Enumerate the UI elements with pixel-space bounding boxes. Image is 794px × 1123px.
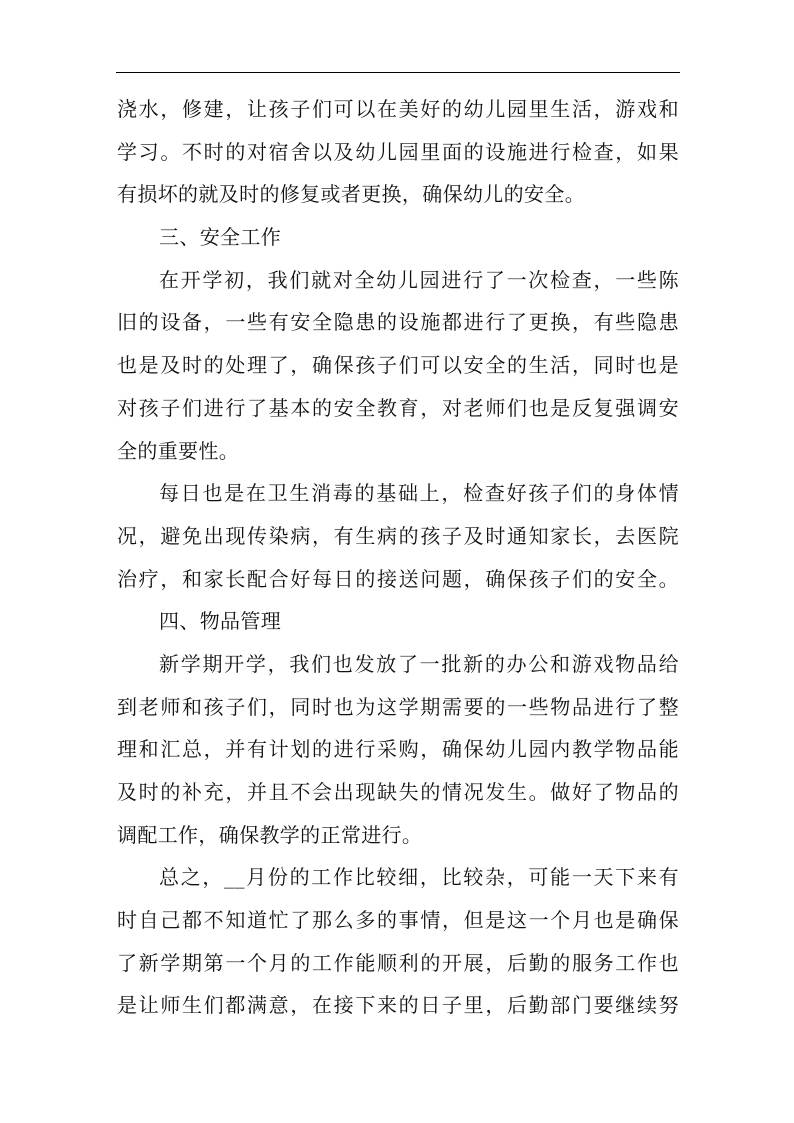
text-line: 了新学期第一个月的工作能顺利的开展，后勤的服务工作也	[117, 950, 679, 975]
text-line: 是让师生们都满意，在接下来的日子里，后勤部门要继续努	[117, 993, 679, 1018]
text-line: 到老师和孩子们，同时也为这学期需要的一些物品进行了整	[117, 694, 679, 719]
text-line: 况，避免出现传染病，有生病的孩子及时通知家长，去医院	[117, 523, 679, 548]
text-line: 学习。不时的对宿舍以及幼儿园里面的设施进行检查，如果	[117, 139, 679, 164]
section-heading-safety: 三、安全工作	[159, 225, 282, 250]
text-line: 治疗，和家长配合好每日的接送问题，确保孩子们的安全。	[117, 566, 679, 591]
text-line: 旧的设备，一些有安全隐患的设施都进行了更换，有些隐患	[117, 310, 679, 335]
text-line: 理和汇总，并有计划的进行采购，确保幼儿园内教学物品能	[117, 737, 679, 762]
text-line: 在开学初，我们就对全幼儿园进行了一次检查，一些陈	[159, 267, 679, 292]
text-line: 也是及时的处理了，确保孩子们可以安全的生活，同时也是	[117, 353, 679, 378]
text-line: 对孩子们进行了基本的安全教育，对老师们也是反复强调安	[117, 395, 679, 420]
text-line: 浇水，修建，让孩子们可以在美好的幼儿园里生活，游戏和	[117, 97, 679, 121]
text-line: 及时的补充，并且不会出现缺失的情况发生。做好了物品的	[117, 780, 679, 804]
header-rule	[116, 72, 680, 73]
text-line: 调配工作，确保教学的正常进行。	[117, 822, 423, 847]
text-line: 有损坏的就及时的修复或者更换，确保幼儿的安全。	[117, 182, 586, 207]
text-line: 全的重要性。	[117, 438, 240, 463]
text-line: 时自己都不知道忙了那么多的事情，但是这一个月也是确保	[117, 908, 679, 933]
body-text	[117, 88, 679, 1027]
section-heading-supplies: 四、物品管理	[159, 609, 282, 634]
text-line: 总之，__月份的工作比较细，比较杂，可能一天下来有	[159, 865, 679, 890]
text-line: 每日也是在卫生消毒的基础上，检查好孩子们的身体情	[159, 481, 679, 506]
text-line: 新学期开学，我们也发放了一批新的办公和游戏物品给	[159, 651, 679, 676]
